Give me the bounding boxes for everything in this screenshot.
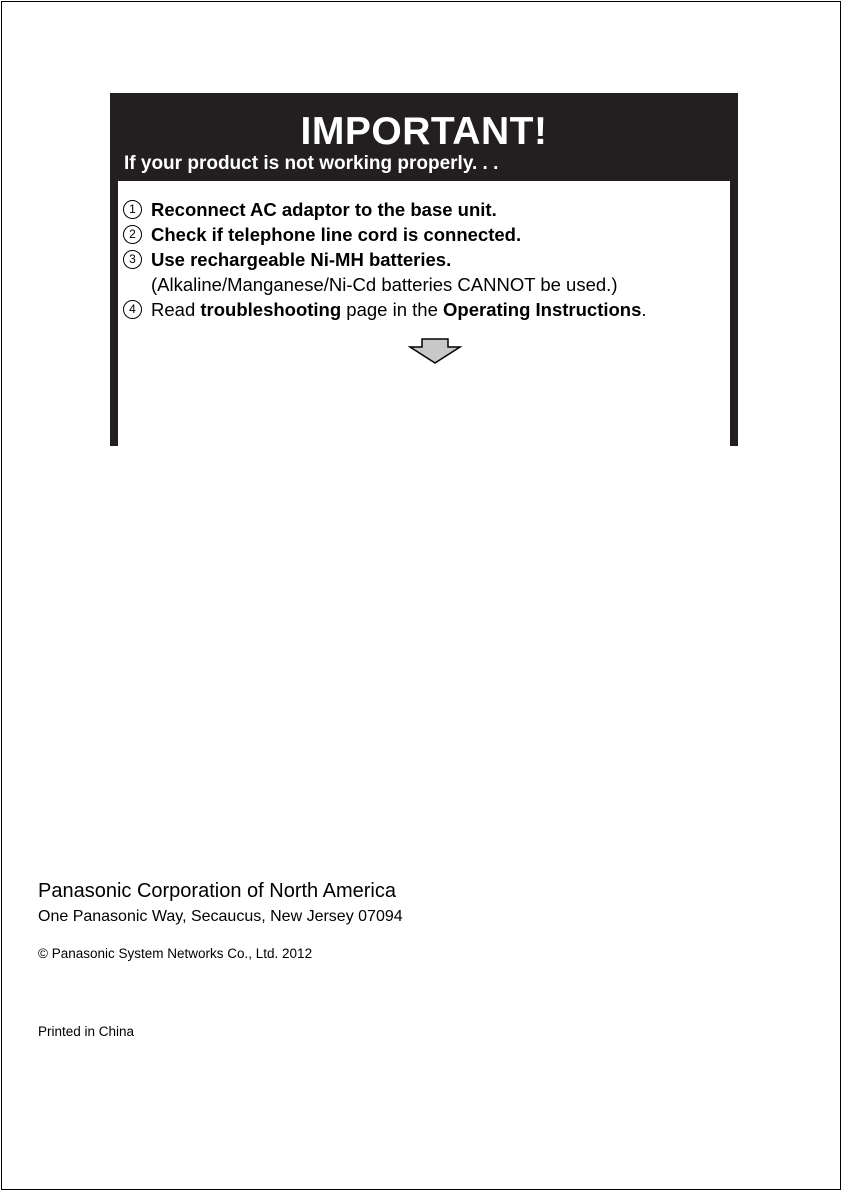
step-text: . xyxy=(641,299,647,320)
notice-footer xyxy=(110,371,738,446)
important-notice-box xyxy=(110,93,738,446)
faq-line xyxy=(128,405,547,429)
step-text: page in the xyxy=(341,299,444,320)
step-number-badge: 1 xyxy=(123,200,142,219)
troubleshooting-step xyxy=(123,297,647,322)
step-text: Read xyxy=(151,299,201,320)
step-note: (Alkaline/Manganese/Ni-Cd batteries CANNOT be used.) xyxy=(151,274,618,295)
step-text: Operating Instructions xyxy=(443,299,642,320)
troubleshooting-steps xyxy=(123,197,647,322)
down-arrow-icon xyxy=(408,337,462,365)
step-text: troubleshooting xyxy=(200,299,342,320)
step-text: Check if telephone line cord is connected. xyxy=(151,224,522,245)
faq-text: FAQ and troubleshooting hints are available. xyxy=(144,406,548,427)
step-number-badge: 2 xyxy=(123,225,142,244)
step-text: Use rechargeable Ni-MH batteries. xyxy=(151,249,452,270)
step-text: Reconnect AC adaptor to the base unit. xyxy=(151,199,497,220)
copyright-notice: © Panasonic System Networks Co., Ltd. 2012 xyxy=(38,946,313,961)
step-number-badge: 4 xyxy=(123,300,142,319)
notice-title: IMPORTANT! xyxy=(300,110,548,153)
printed-in: Printed in China xyxy=(38,1024,135,1039)
company-name: Panasonic Corporation of North America xyxy=(38,880,396,902)
website-line: Visit our Web site: http://www.panasonic.com/help xyxy=(124,382,579,403)
company-address: One Panasonic Way, Secaucus, New Jersey 07094 xyxy=(38,908,403,925)
notice-header xyxy=(110,93,738,181)
step-number-badge: 3 xyxy=(123,250,142,269)
troubleshooting-step xyxy=(123,197,647,222)
notice-subtitle: If your product is not working properly. . . xyxy=(124,153,499,174)
troubleshooting-step xyxy=(123,247,647,272)
troubleshooting-step xyxy=(123,222,647,247)
bullet-icon xyxy=(128,411,136,419)
